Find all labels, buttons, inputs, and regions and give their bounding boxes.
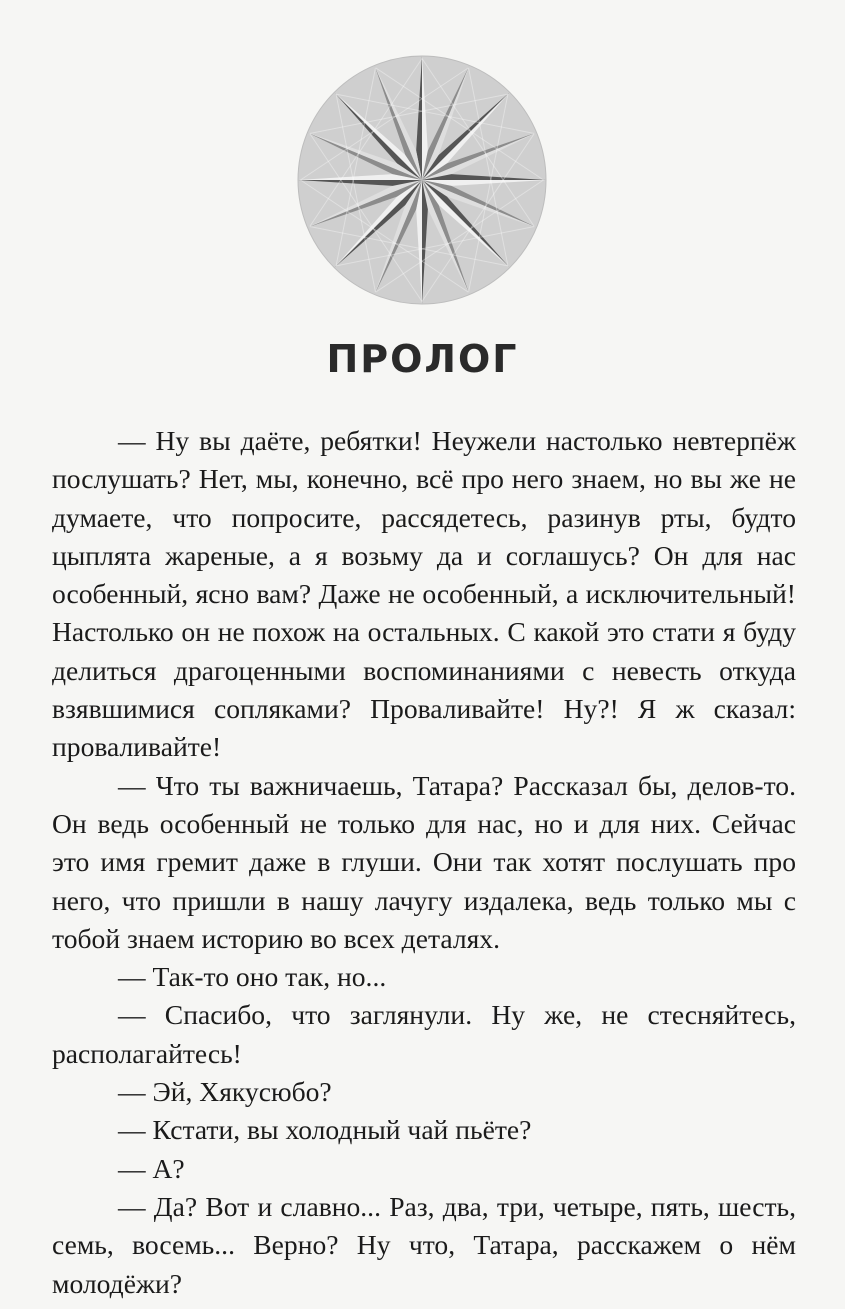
paragraph: — Да? Вот и славно... Раз, два, три, четыре, пять, шесть, семь, восемь... Верно? Ну что, Татара, расскажем о нём молодёжи? [52, 1190, 796, 1299]
paragraph: — Что ты важничаешь, Татара? Рассказал бы, делов-то. Он ведь особенный не только для нас, но и для них. Сейчас это имя гремит даже в глуши. Они так хотят послушать про него, что пришли в нашу лачугу издалека, ведь только мы с тобой знаем историю во всех деталях. [52, 769, 796, 954]
paragraph: — Так-то оно так, но... [118, 961, 387, 993]
paragraph: — Спасибо, что заглянули. Ну же, не стесняйтесь, располагайтесь! [52, 999, 796, 1069]
chapter-title: ПРОЛОГ [326, 337, 519, 381]
paragraph: — Кстати, вы холодный чай пьёте? [118, 1114, 532, 1146]
paragraph: — А? [118, 1152, 185, 1184]
paragraph: — Ну вы даёте, ребятки! Неужели настолько невтерпёж послушать? Нет, мы, конечно, всё про него знаем, но вы же не думаете, что попросите, рассядетесь, разинув рты, будто цыплята жареные, а я возьму да и соглашусь? Он для нас особенный, ясно вам? Даже не особенный, а исключительный! Настолько он не похож на остальных. С какой это стати я буду делиться драгоценными воспоминаниями с невесть откуда взявшимися сопляками? Проваливайте! Ну?! Я ж сказал: проваливайте! [52, 425, 796, 763]
compass-star-icon [296, 54, 548, 306]
paragraph: — Эй, Хякусюбо? [118, 1076, 332, 1108]
emblem-rays [298, 56, 546, 304]
body-text [52, 422, 796, 1303]
